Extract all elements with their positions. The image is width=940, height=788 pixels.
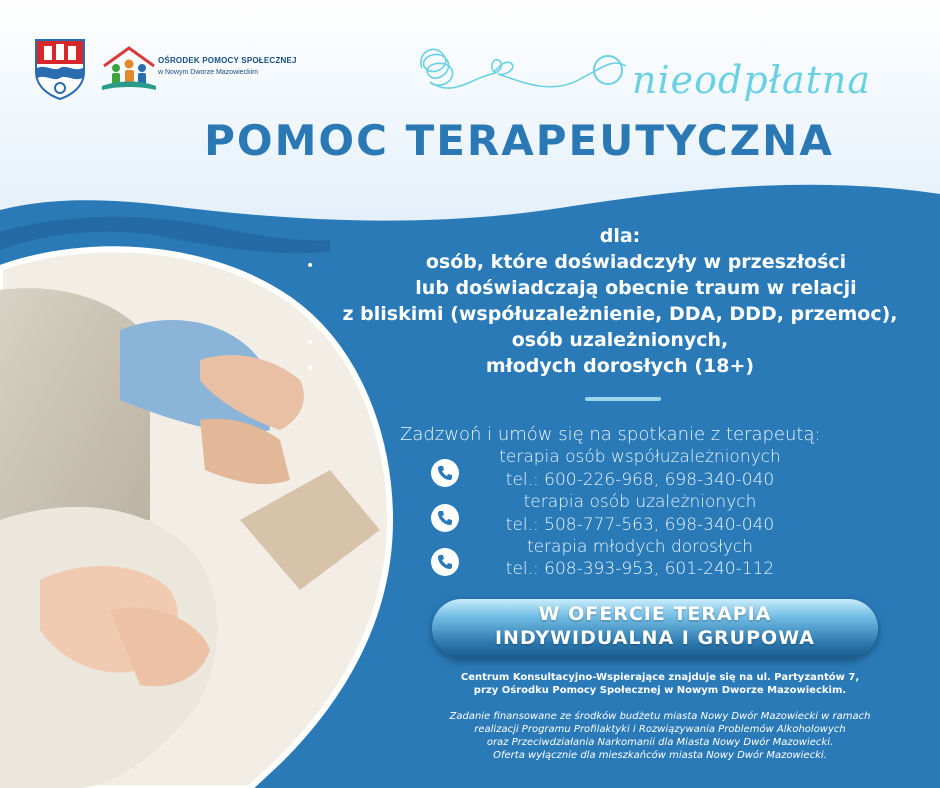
footer-location: przy Ośrodku Pomocy Społecznej w Nowym Dworze Mazowieckim.: [473, 685, 847, 696]
divider: [585, 397, 661, 401]
offer-line: INDYWIDUALNA I GRUPOWA: [494, 627, 816, 649]
subtitle: nieodpłatna: [632, 58, 872, 102]
audience-line: młodych dorosłych (18+): [485, 355, 755, 377]
organization-location: w Nowym Dworze Mazowieckim: [158, 69, 258, 76]
heart-scribble-icon: [412, 38, 632, 108]
bullet: •: [306, 361, 315, 377]
audience-line: osób, które doświadczyły w przeszłości: [425, 251, 847, 273]
bullet: •: [306, 335, 315, 351]
footer-funding: Zadanie finansowane ze środków budżetu miasta Nowy Dwór Mazowiecki w ramach: [449, 711, 871, 722]
footer-funding: realizacji Programu Profilaktyki i Rozwiązywania Problemów Alkoholowych: [474, 724, 846, 735]
offer-line: W OFERCIE TERAPIA: [538, 603, 772, 625]
audience-intro: dla:: [599, 225, 641, 247]
audience-line: osób uzależnionych,: [511, 329, 729, 351]
page-title: POMOC TERAPEUTYCZNA: [204, 116, 834, 165]
contact-phones[interactable]: tel.: 608-393-953, 601-240-112: [505, 559, 775, 579]
footer-funding: oraz Przeciwdziałania Narkomanii dla Miasta Nowy Dwór Mazowiecki.: [486, 737, 834, 748]
contact-label: terapia młodych dorosłych: [526, 537, 754, 557]
footer-funding: Oferta wyłącznie dla mieszkańców miasta Nowy Dwór Mazowiecki.: [493, 750, 827, 761]
contact-phones[interactable]: tel.: 508-777-563, 698-340-040: [505, 515, 775, 535]
organization-name: OŚRODEK POMOCY SPOŁECZNEJ: [158, 56, 297, 65]
contact-intro: Zadzwoń i umów się na spotkanie z terapeutą:: [400, 424, 821, 445]
audience-line: lub doświadczają obecnie traum w relacji: [415, 277, 857, 299]
audience-line: z bliskimi (współuzależnienie, DDA, DDD, przemoc),: [342, 303, 898, 325]
bullet: •: [306, 258, 315, 274]
city-crest-icon: [34, 38, 86, 100]
family-house-logo-icon: [98, 44, 160, 92]
contact-phones[interactable]: tel.: 600-226-968, 698-340-040: [505, 470, 775, 490]
contact-label: terapia osób współuzależnionych: [499, 447, 781, 467]
footer-location: Centrum Konsultacyjno-Wspierające znajduje się na ul. Partyzantów 7,: [460, 672, 860, 683]
contact-label: terapia osób uzależnionych: [523, 492, 757, 512]
